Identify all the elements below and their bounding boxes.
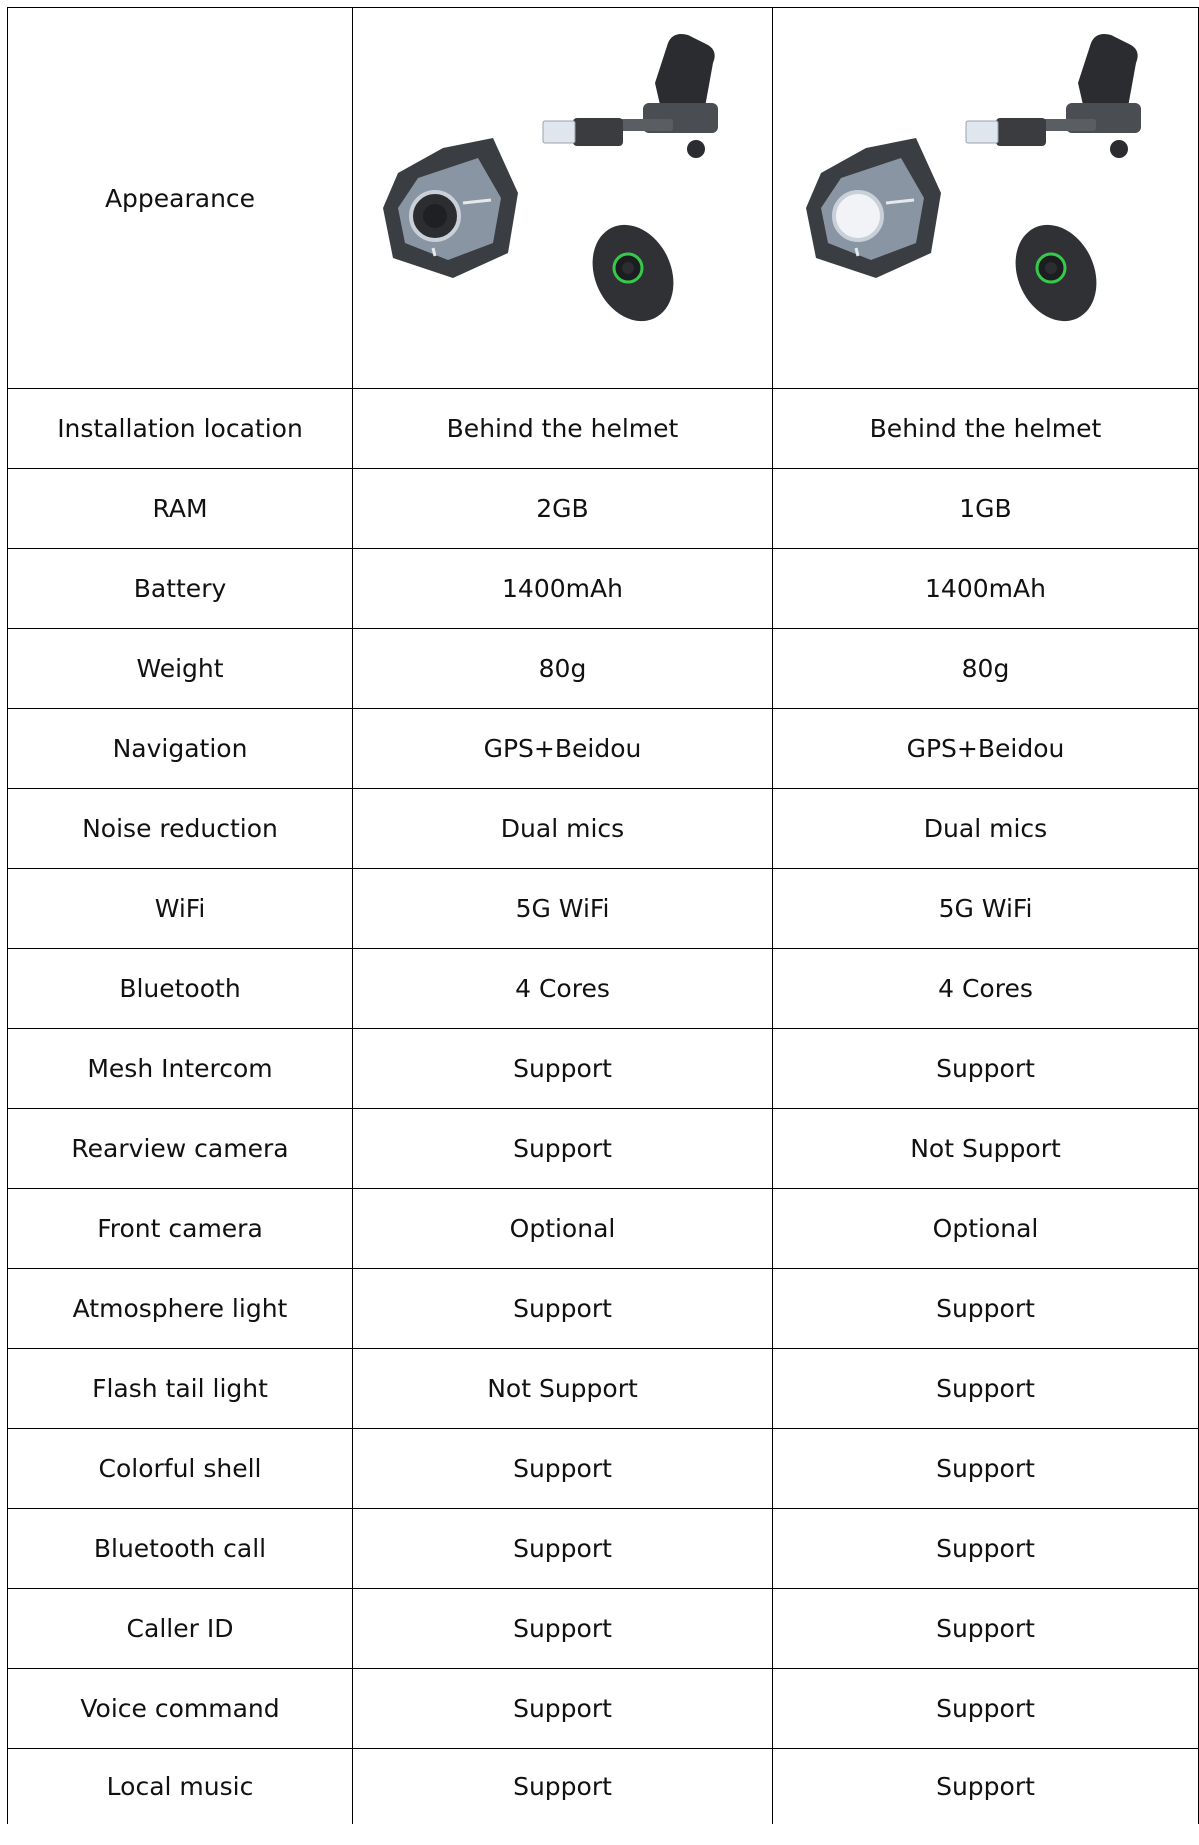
spec-value-col1: 1400mAh [353,549,773,629]
spec-value-col1: 5G WiFi [353,869,773,949]
spec-value-col1: 2GB [353,469,773,549]
spec-value-col2: GPS+Beidou [773,709,1199,789]
spec-value-col1: Support [353,1589,773,1669]
spec-value-col1: Support [353,1109,773,1189]
product-image-cell-1 [353,8,773,389]
spec-value-col1: Support [353,1669,773,1749]
spec-row [8,389,1199,469]
spec-value-col2: Support [773,1349,1199,1429]
spec-value-col1: Support [353,1749,773,1825]
spec-label: Noise reduction [8,789,353,869]
spec-value-col2: Support [773,1749,1199,1825]
spec-row [8,1429,1199,1509]
spec-label: Battery [8,549,353,629]
spec-label: Caller ID [8,1589,353,1669]
spec-value-col2: Not Support [773,1109,1199,1189]
spec-value-col1: Support [353,1509,773,1589]
spec-value-col2: Support [773,1589,1199,1669]
main-unit-icon [383,138,518,278]
main-unit-icon [806,138,941,278]
helmet-device-camera-lens-icon [363,23,763,373]
spec-label: Bluetooth call [8,1509,353,1589]
spec-value-col2: Support [773,1669,1199,1749]
spec-row [8,1669,1199,1749]
spec-comparison-table [7,7,1199,1824]
remote-control-icon [1000,212,1111,335]
spec-label: Mesh Intercom [8,1029,353,1109]
spec-row [8,949,1199,1029]
helmet-mount-icon [966,34,1141,158]
spec-row [8,549,1199,629]
spec-value-col2: 1GB [773,469,1199,549]
spec-value-col2: Support [773,1509,1199,1589]
appearance-row [8,8,1199,389]
spec-row [8,789,1199,869]
spec-label: Voice command [8,1669,353,1749]
spec-value-col1: Dual mics [353,789,773,869]
spec-row [8,869,1199,949]
spec-row [8,469,1199,549]
spec-label: Navigation [8,709,353,789]
spec-label: Flash tail light [8,1349,353,1429]
spec-row [8,1189,1199,1269]
spec-value-col2: 80g [773,629,1199,709]
helmet-device-light-lens-icon [786,23,1186,373]
appearance-label: Appearance [8,8,353,389]
spec-value-col1: Support [353,1269,773,1349]
spec-value-col1: Optional [353,1189,773,1269]
spec-row [8,709,1199,789]
spec-label: Weight [8,629,353,709]
spec-label: WiFi [8,869,353,949]
spec-value-col2: 1400mAh [773,549,1199,629]
spec-row [8,1509,1199,1589]
spec-label: RAM [8,469,353,549]
spec-label: Installation location [8,389,353,469]
spec-value-col1: Behind the helmet [353,389,773,469]
remote-control-icon [577,212,688,335]
spec-label: Atmosphere light [8,1269,353,1349]
spec-row [8,1109,1199,1189]
spec-label: Front camera [8,1189,353,1269]
spec-label: Bluetooth [8,949,353,1029]
spec-value-col2: 5G WiFi [773,869,1199,949]
spec-label: Rearview camera [8,1109,353,1189]
spec-value-col2: Support [773,1029,1199,1109]
spec-value-col1: 80g [353,629,773,709]
spec-value-col2: 4 Cores [773,949,1199,1029]
spec-value-col2: Support [773,1269,1199,1349]
spec-row [8,1349,1199,1429]
spec-row [8,1749,1199,1825]
spec-value-col1: Support [353,1029,773,1109]
spec-row [8,629,1199,709]
spec-value-col2: Behind the helmet [773,389,1199,469]
spec-value-col2: Support [773,1429,1199,1509]
helmet-mount-icon [543,34,718,158]
spec-value-col1: GPS+Beidou [353,709,773,789]
spec-value-col2: Optional [773,1189,1199,1269]
spec-row [8,1269,1199,1349]
spec-row [8,1029,1199,1109]
spec-value-col1: Support [353,1429,773,1509]
spec-value-col2: Dual mics [773,789,1199,869]
spec-label: Local music [8,1749,353,1825]
spec-table-body [8,8,1199,1825]
spec-value-col1: 4 Cores [353,949,773,1029]
product-image-cell-2 [773,8,1199,389]
spec-label: Colorful shell [8,1429,353,1509]
spec-value-col1: Not Support [353,1349,773,1429]
spec-row [8,1589,1199,1669]
